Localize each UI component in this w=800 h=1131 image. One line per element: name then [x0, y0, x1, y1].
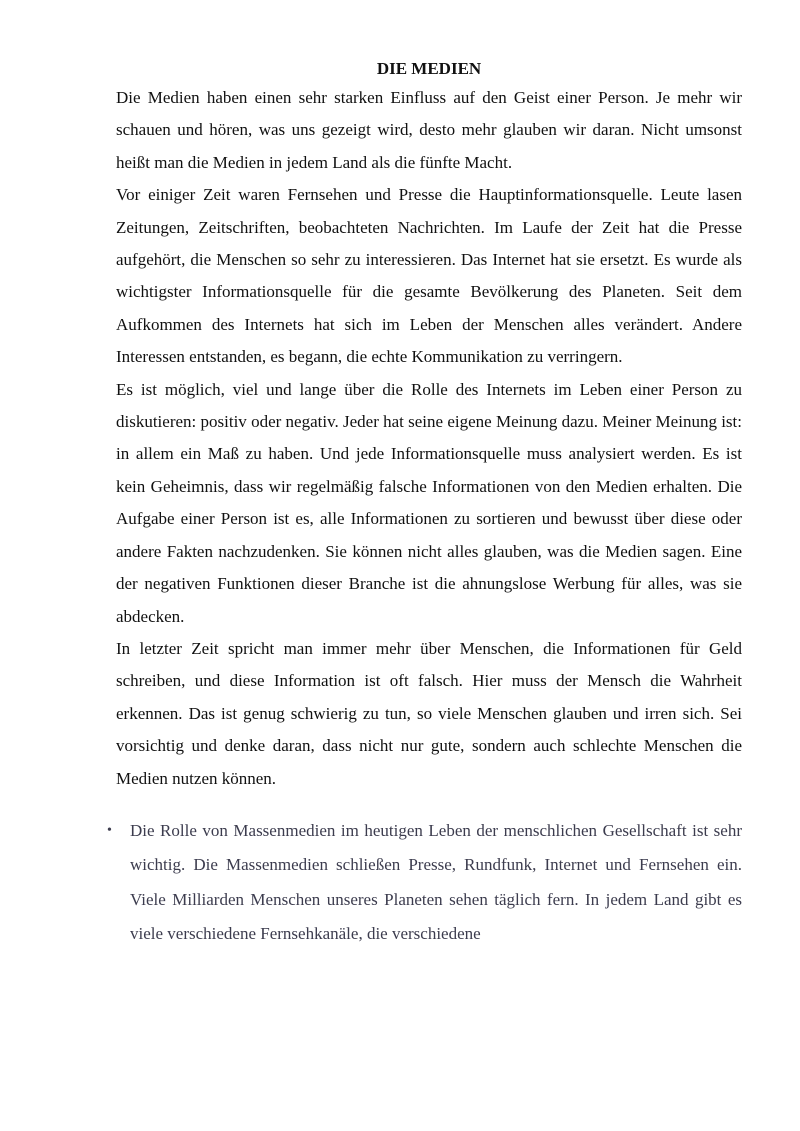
paragraph-1: Die Medien haben einen sehr starken Einfluss auf den Geist einer Person. Je mehr wir schauen und hören, was uns gezeigt wird, desto mehr glauben wir daran. Nicht umsonst heißt man die Medien in jedem Land als die fünfte Macht. — [116, 88, 742, 172]
document-page — [107, 56, 742, 952]
paragraph-3: Es ist möglich, viel und lange über die Rolle des Internets im Leben einer Person zu diskutieren: positiv oder negativ. Jeder hat seine eigene Meinung dazu. Meiner Meinung ist: in allem ein Maß zu haben. Und jede Informationsquelle muss analysiert werden. Es ist kein Geheimnis, dass wir regelmäßig falsche Informationen von den Medien erhalten. Die Aufgabe einer Person ist es, alle Informationen zu sortieren und bewusst über diese oder andere Fakten nachzudenken. Sie können nicht alles glauben, was die Medien sagen. Eine der negativen Funktionen dieser Branche ist die ahnungslose Werbung für alles, was sie abdecken. — [116, 379, 742, 626]
bullet-list — [107, 814, 742, 952]
paragraph-4: In letzter Zeit spricht man immer mehr über Menschen, die Informationen für Geld schreiben, und diese Information ist oft falsch. Hier muss der Mensch die Wahrheit erkennen. Das ist genug schwierig zu tun, so viele Menschen glauben und irren sich. Sei vorsichtig und denke daran, dass nicht nur gute, sondern auch schlechte Menschen die Medien nutzen können. — [116, 638, 742, 788]
list-item-text: Die Rolle von Massenmedien im heutigen Leben der menschlichen Gesellschaft ist sehr wichtig. Die Massenmedien schließen Presse, Rundfunk, Internet und Fernsehen ein. Viele Milliarden Menschen unseres Planeten sehen täglich fern. In jedem Land gibt es viele verschiedene Fernsehkanäle, die verschiedene — [130, 820, 742, 944]
document-title: DIE MEDIEN — [376, 59, 482, 78]
bullet-icon: • — [107, 822, 112, 838]
paragraph-2: Vor einiger Zeit waren Fernsehen und Presse die Hauptinformationsquelle. Leute lasen Zeitungen, Zeitschriften, beobachteten Nachrichten. Im Laufe der Zeit hat die Presse aufgehört, die Menschen so sehr zu interessieren. Das Internet hat sie ersetzt. Es wurde als wichtigster Informationsquelle für die gesamte Bevölkerung des Planeten. Seit dem Aufkommen des Internets hat sich im Leben der Menschen alles verändert. Andere Interessen entstanden, es begann, die echte Kommunikation zu verringern. — [116, 185, 742, 367]
list-item — [107, 814, 742, 952]
